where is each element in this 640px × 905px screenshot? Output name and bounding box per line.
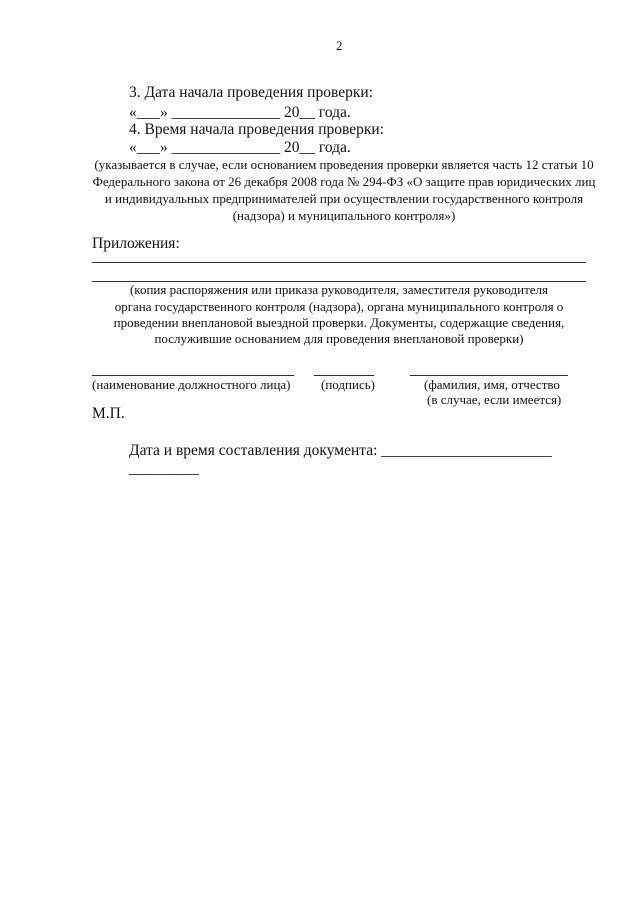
name-signature-line (410, 375, 568, 376)
note-line-2: Федерального закона от 26 декабря 2008 года № 294-ФЗ «О защите прав юридических лиц (92, 174, 596, 189)
stamp-placeholder: М.П. (92, 405, 125, 422)
attachments-caption-1: (копия распоряжения или приказа руководителя, заместителя руководителя (129, 282, 549, 297)
attachments-label: Приложения: (92, 235, 180, 252)
sign-line (314, 375, 374, 376)
note-line-4: (надзора) и муниципального контроля») (232, 208, 456, 223)
page-number: 2 (336, 38, 343, 53)
doc-datetime-label: Дата и время составления документа: ______________________ (129, 442, 552, 459)
item3-title: 3. Дата начала проведения проверки: (129, 84, 373, 101)
attachments-caption-2: органа государственного контроля (надзора), органа муниципального контроля о (114, 299, 564, 314)
attachments-caption-3: проведении внеплановой выездной проверки. Документы, содержащие сведения, (113, 315, 565, 330)
doc-datetime-continuation: _________ (129, 460, 199, 477)
name-caption-2: (в случае, если имеется) (427, 392, 562, 407)
name-caption-1: (фамилия, имя, отчество (424, 377, 560, 392)
attachments-line-1 (92, 262, 586, 263)
item4-title: 4. Время начала проведения проверки: (129, 121, 384, 138)
note-line-1: (указывается в случае, если основанием проведения проверки является часть 12 статьи 10 (94, 157, 594, 172)
sign-caption: (подпись) (321, 377, 375, 392)
attachments-caption-4: послужившие основанием для проведения внеплановой проверки) (154, 331, 524, 346)
position-signature-line (92, 375, 294, 376)
item3-date-line: «___» ______________ 20__ года. (129, 104, 351, 121)
position-caption: (наименование должностного лица) (92, 377, 291, 392)
note-line-3: и индивидуальных предпринимателей при осуществлении государственного контроля (104, 191, 584, 206)
item4-date-line: «___» ______________ 20__ года. (129, 139, 351, 156)
